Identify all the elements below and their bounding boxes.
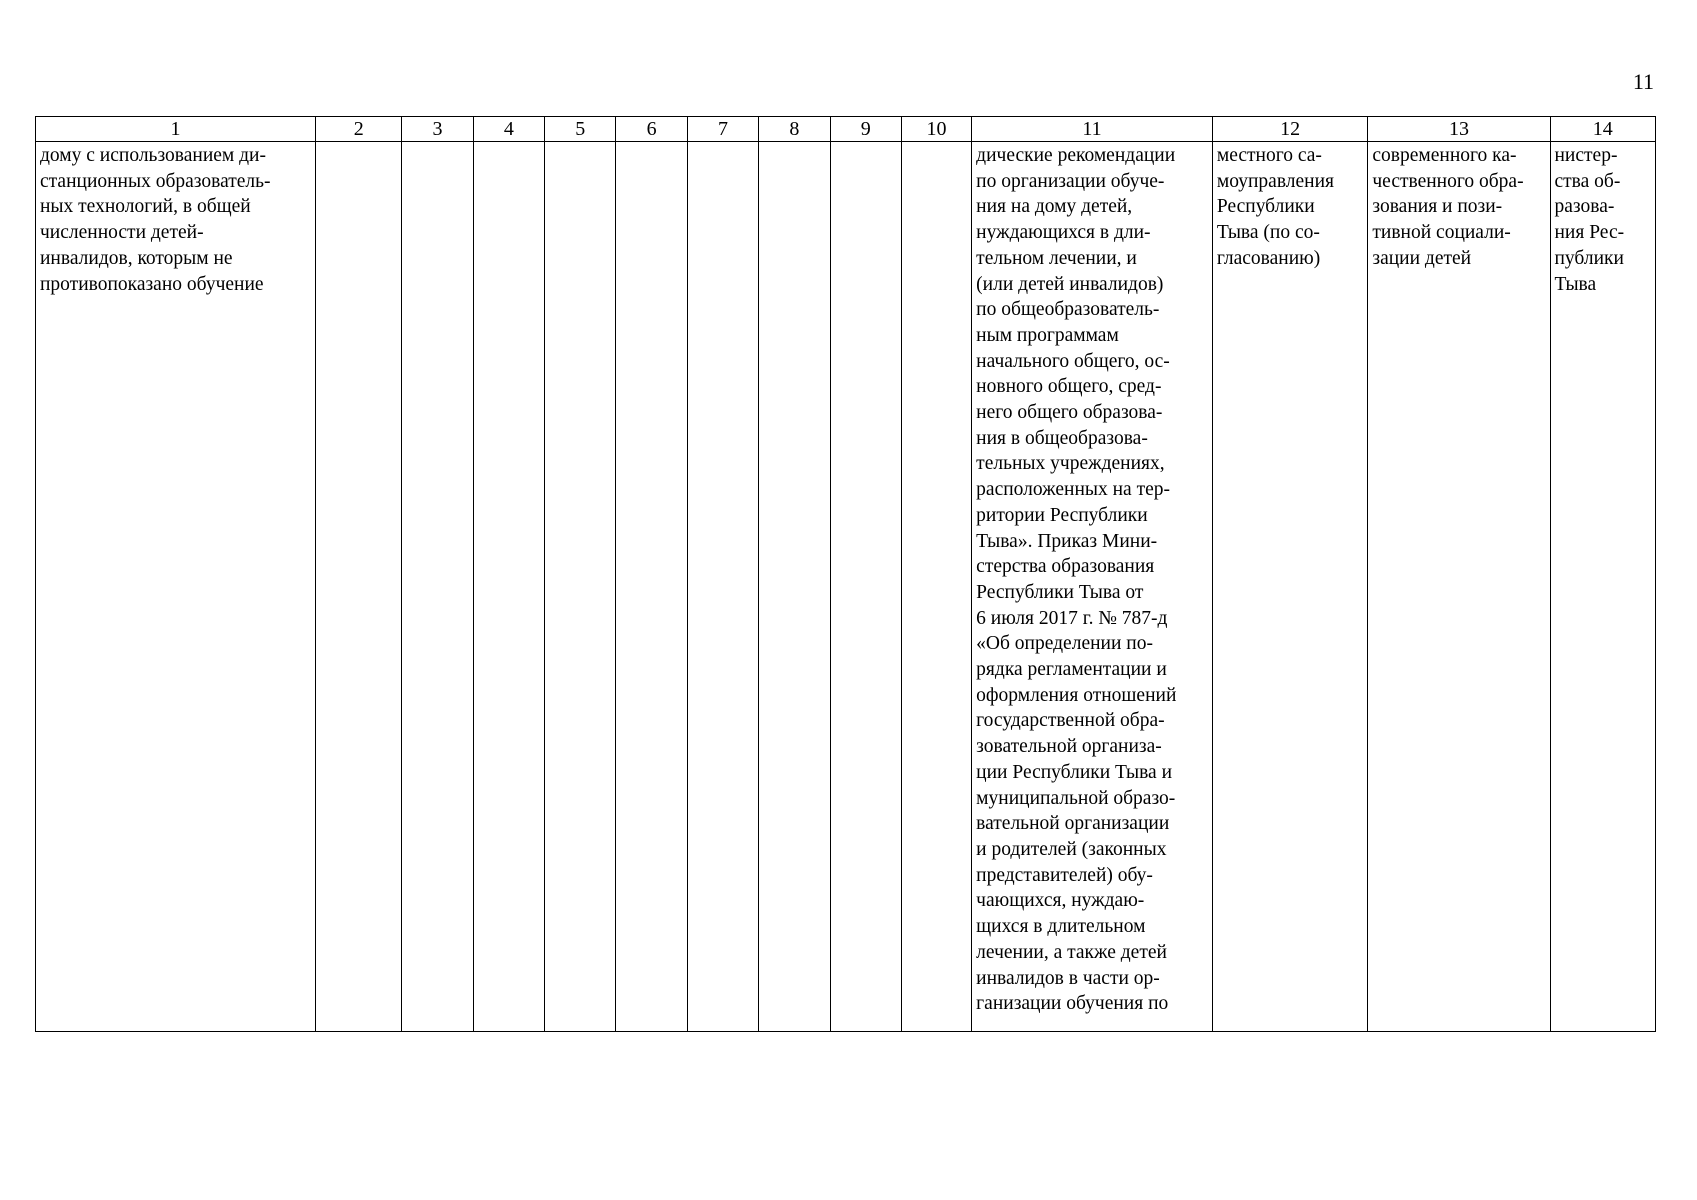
cell-executor-text: нистер- ства об- разова- ния Рес- публики Тыва: [1550, 142, 1656, 1032]
column-header-13: 13: [1368, 117, 1550, 142]
page-number: 11: [1632, 69, 1654, 94]
cell-col-6: [616, 142, 687, 1032]
column-header-2: 2: [316, 117, 402, 142]
column-header-9: 9: [830, 117, 901, 142]
column-header-4: 4: [473, 117, 544, 142]
table-header-row: [36, 117, 1656, 142]
column-header-5: 5: [545, 117, 616, 142]
column-header-11: 11: [972, 117, 1213, 142]
column-header-3: 3: [402, 117, 473, 142]
cell-col-2: [316, 142, 402, 1032]
document-table: [35, 116, 1656, 1032]
column-header-8: 8: [759, 117, 830, 142]
cell-col-5: [545, 142, 616, 1032]
table-row: [36, 142, 1656, 1032]
column-header-7: 7: [687, 117, 758, 142]
column-header-10: 10: [901, 117, 971, 142]
column-header-6: 6: [616, 117, 687, 142]
cell-col-10: [901, 142, 971, 1032]
cell-indicator-text: дому с использованием ди- станционных образователь- ных технологий, в общей численности детей- инвалидов, которым не противопоказано обучение: [36, 142, 316, 1032]
column-header-14: 14: [1550, 117, 1656, 142]
cell-col-7: [687, 142, 758, 1032]
cell-col-4: [473, 142, 544, 1032]
column-header-12: 12: [1212, 117, 1368, 142]
cell-col-9: [830, 142, 901, 1032]
cell-legal-basis-text: дические рекомендации по организации обуче- ния на дому детей, нуждающихся в дли- тельном лечении, и (или детей инвалидов) по общеобразователь- ным программам начального общего, ос- новного общего, сред- него общего образова- ния в общеобразова- тельных учреждениях, расположенных на тер- ритории Республики Тыва». Приказ Мини- стерства образования Республики Тыва от 6 июля 2017 г. № 787-д «Об определении по- рядка регламентации и оформления отношений государственной обра- зовательной организа- ции Республики Тыва и муниципальной образо- вательной организации и родителей (законных представителей) обу- чающихся, нуждаю- щихся в длительном лечении, а также детей инвалидов в части ор- ганизации обучения по: [972, 142, 1213, 1032]
cell-responsible-text: местного са- моуправления Республики Тыва (по со- гласованию): [1212, 142, 1368, 1032]
cell-col-8: [759, 142, 830, 1032]
cell-col-3: [402, 142, 473, 1032]
column-header-1: 1: [36, 117, 316, 142]
cell-result-text: современного ка- чественного обра- зования и пози- тивной социали- зации детей: [1368, 142, 1550, 1032]
